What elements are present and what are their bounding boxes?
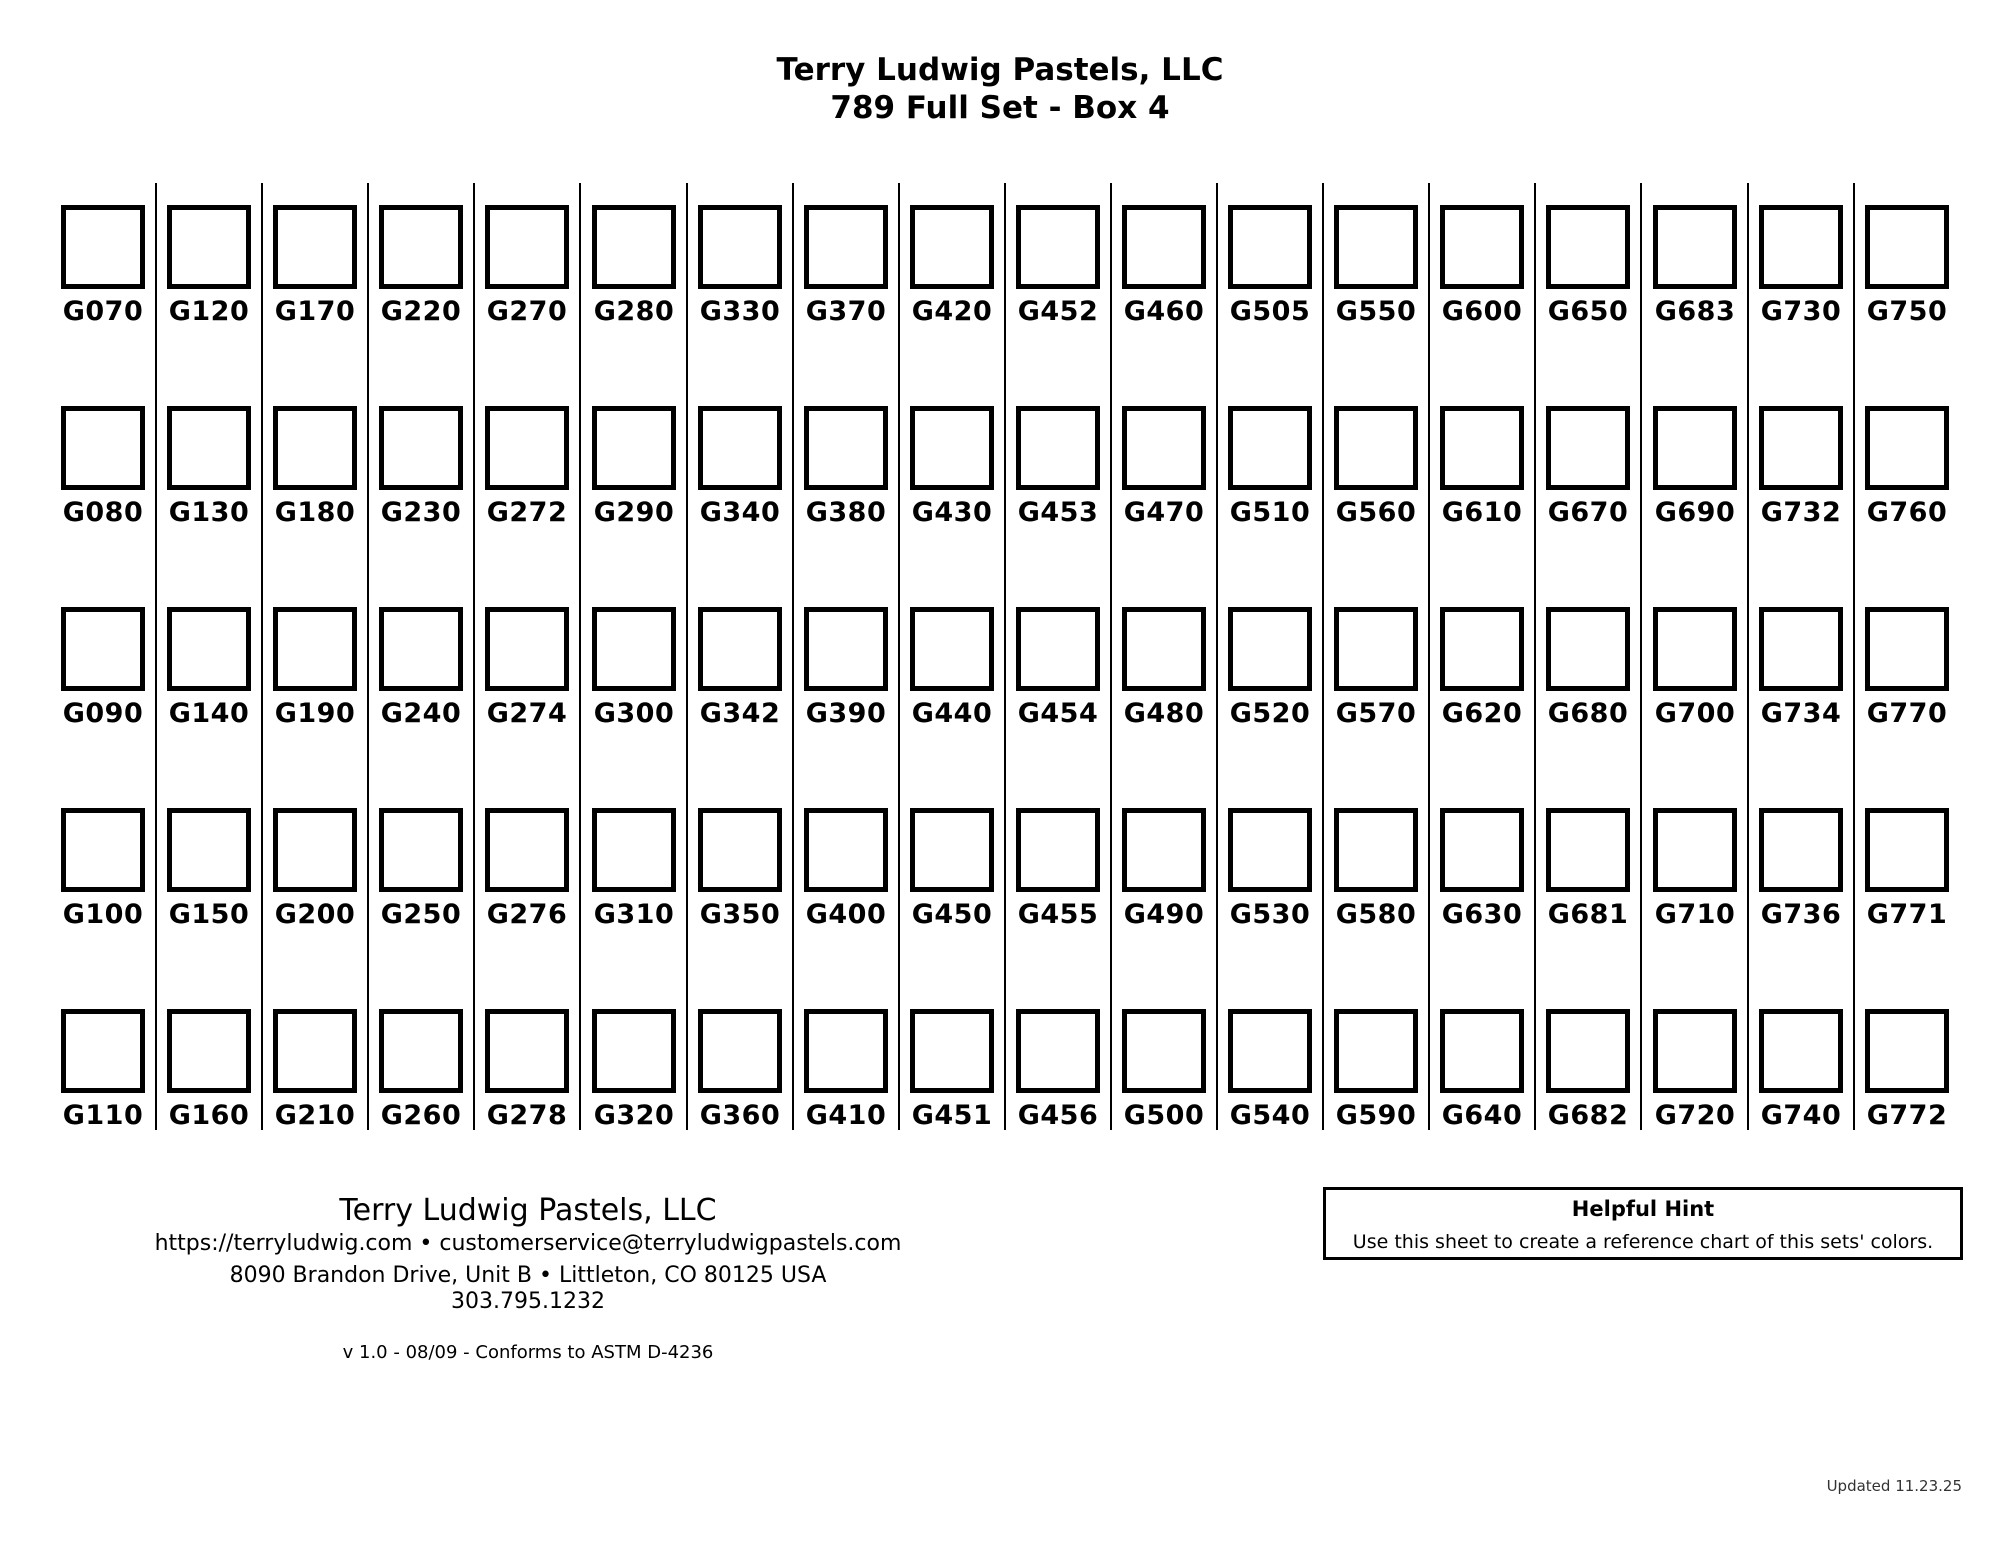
- color-swatch-box: [1228, 205, 1312, 289]
- color-code-label: G630: [1441, 899, 1523, 930]
- color-swatch-box: [1016, 607, 1100, 691]
- color-code-label: G700: [1654, 698, 1736, 729]
- color-swatch-box: [698, 205, 782, 289]
- color-swatch-box: [1334, 808, 1418, 892]
- color-code-label: G320: [593, 1100, 675, 1131]
- color-swatch-box: [485, 808, 569, 892]
- color-code-label: G400: [805, 899, 887, 930]
- color-swatch-box: [1016, 205, 1100, 289]
- color-code-label: G500: [1123, 1100, 1205, 1131]
- color-code-label: G170: [274, 296, 356, 327]
- color-swatch-box: [1865, 1009, 1949, 1093]
- color-code-label: G470: [1123, 497, 1205, 528]
- color-swatch-box: [379, 808, 463, 892]
- color-code-label: G456: [1017, 1100, 1099, 1131]
- color-code-label: G570: [1335, 698, 1417, 729]
- color-swatch-box: [167, 607, 251, 691]
- color-swatch-box: [273, 607, 357, 691]
- color-swatch-box: [167, 205, 251, 289]
- color-code-label: G453: [1017, 497, 1099, 528]
- color-code-label: G272: [486, 497, 568, 528]
- color-code-label: G760: [1866, 497, 1948, 528]
- color-swatch-box: [1653, 1009, 1737, 1093]
- color-swatch-box: [804, 406, 888, 490]
- color-swatch-box: [273, 406, 357, 490]
- color-code-label: G300: [593, 698, 675, 729]
- color-swatch-box: [698, 607, 782, 691]
- color-code-label: G380: [805, 497, 887, 528]
- color-code-label: G278: [486, 1100, 568, 1131]
- color-swatch-box: [910, 808, 994, 892]
- footer-version: v 1.0 - 08/09 - Conforms to ASTM D-4236: [342, 1342, 714, 1363]
- color-swatch-box: [698, 808, 782, 892]
- footer-phone: 303.795.1232: [451, 1289, 605, 1314]
- color-code-label: G420: [911, 296, 993, 327]
- color-code-label: G590: [1335, 1100, 1417, 1131]
- color-swatch-box: [592, 205, 676, 289]
- color-code-label: G683: [1654, 296, 1736, 327]
- color-code-label: G080: [62, 497, 144, 528]
- color-swatch-box: [1228, 808, 1312, 892]
- color-code-label: G650: [1547, 296, 1629, 327]
- color-swatch-box: [910, 205, 994, 289]
- color-code-label: G732: [1760, 497, 1842, 528]
- color-swatch-box: [1440, 607, 1524, 691]
- color-code-label: G276: [486, 899, 568, 930]
- color-code-label: G210: [274, 1100, 356, 1131]
- color-code-label: G480: [1123, 698, 1205, 729]
- color-swatch-box: [592, 406, 676, 490]
- color-code-label: G130: [168, 497, 250, 528]
- color-swatch-box: [698, 1009, 782, 1093]
- color-swatch-box: [379, 406, 463, 490]
- color-code-label: G090: [62, 698, 144, 729]
- color-code-label: G070: [62, 296, 144, 327]
- footer-contact: https://terryludwig.com • customerservice@terryludwigpastels.com: [154, 1231, 902, 1256]
- color-swatch-box: [1440, 808, 1524, 892]
- color-swatch-box: [1653, 808, 1737, 892]
- color-swatch-box: [1546, 1009, 1630, 1093]
- color-swatch-box: [1334, 406, 1418, 490]
- color-swatch-box: [1016, 1009, 1100, 1093]
- footer-address: 8090 Brandon Drive, Unit B • Littleton, CO 80125 USA: [229, 1263, 827, 1288]
- color-code-label: G452: [1017, 296, 1099, 327]
- color-swatch-box: [1334, 205, 1418, 289]
- color-swatch-box: [61, 1009, 145, 1093]
- color-code-label: G460: [1123, 296, 1205, 327]
- color-swatch-box: [910, 406, 994, 490]
- color-swatch-box: [804, 607, 888, 691]
- color-swatch-box: [485, 205, 569, 289]
- color-code-label: G550: [1335, 296, 1417, 327]
- color-swatch-box: [1122, 1009, 1206, 1093]
- color-code-label: G310: [593, 899, 675, 930]
- color-code-label: G670: [1547, 497, 1629, 528]
- color-code-label: G772: [1866, 1100, 1948, 1131]
- color-code-label: G230: [380, 497, 462, 528]
- color-swatch-box: [1865, 205, 1949, 289]
- color-code-label: G734: [1760, 698, 1842, 729]
- color-swatch-box: [61, 808, 145, 892]
- color-code-label: G450: [911, 899, 993, 930]
- color-swatch-box: [273, 1009, 357, 1093]
- color-code-label: G681: [1547, 899, 1629, 930]
- color-code-label: G520: [1229, 698, 1311, 729]
- color-code-label: G490: [1123, 899, 1205, 930]
- color-swatch-box: [1759, 406, 1843, 490]
- color-code-label: G150: [168, 899, 250, 930]
- color-code-label: G200: [274, 899, 356, 930]
- color-code-label: G360: [699, 1100, 781, 1131]
- color-swatch-box: [592, 1009, 676, 1093]
- hint-text: Use this sheet to create a reference chart of this sets' colors.: [1352, 1231, 1934, 1253]
- color-swatch-box: [485, 1009, 569, 1093]
- color-code-label: G160: [168, 1100, 250, 1131]
- color-code-label: G140: [168, 698, 250, 729]
- color-code-label: G290: [593, 497, 675, 528]
- color-code-label: G100: [62, 899, 144, 930]
- color-swatch-box: [1334, 607, 1418, 691]
- color-swatch-box: [485, 406, 569, 490]
- color-code-label: G720: [1654, 1100, 1736, 1131]
- color-code-label: G770: [1866, 698, 1948, 729]
- color-swatch-box: [698, 406, 782, 490]
- footer-company-name: Terry Ludwig Pastels, LLC: [339, 1193, 717, 1228]
- color-code-label: G600: [1441, 296, 1523, 327]
- color-code-label: G682: [1547, 1100, 1629, 1131]
- color-swatch-box: [1228, 607, 1312, 691]
- color-swatch-box: [1546, 808, 1630, 892]
- color-code-label: G620: [1441, 698, 1523, 729]
- color-swatch-box: [1759, 808, 1843, 892]
- color-swatch-box: [379, 205, 463, 289]
- color-swatch-box: [804, 808, 888, 892]
- color-swatch-box: [592, 607, 676, 691]
- color-swatch-box: [1440, 1009, 1524, 1093]
- color-swatch-box: [1759, 607, 1843, 691]
- color-code-label: G180: [274, 497, 356, 528]
- color-code-label: G560: [1335, 497, 1417, 528]
- color-code-label: G280: [593, 296, 675, 327]
- color-swatch-box: [1016, 406, 1100, 490]
- color-swatch-box: [1228, 1009, 1312, 1093]
- color-swatch-box: [1440, 406, 1524, 490]
- color-code-label: G680: [1547, 698, 1629, 729]
- color-code-label: G270: [486, 296, 568, 327]
- color-code-label: G505: [1229, 296, 1311, 327]
- color-swatch-box: [1759, 205, 1843, 289]
- color-swatch-box: [485, 607, 569, 691]
- color-swatch-box: [61, 205, 145, 289]
- color-code-label: G410: [805, 1100, 887, 1131]
- updated-date: Updated 11.23.25: [1826, 1477, 1962, 1495]
- color-swatch-box: [1759, 1009, 1843, 1093]
- color-swatch-box: [1546, 205, 1630, 289]
- color-code-label: G220: [380, 296, 462, 327]
- color-swatch-box: [1122, 406, 1206, 490]
- color-code-label: G370: [805, 296, 887, 327]
- color-swatch-box: [1653, 607, 1737, 691]
- color-code-label: G440: [911, 698, 993, 729]
- color-swatch-box: [379, 1009, 463, 1093]
- color-code-label: G120: [168, 296, 250, 327]
- color-code-label: G250: [380, 899, 462, 930]
- color-code-label: G510: [1229, 497, 1311, 528]
- color-swatch-box: [61, 406, 145, 490]
- color-code-label: G690: [1654, 497, 1736, 528]
- color-code-label: G330: [699, 296, 781, 327]
- color-swatch-box: [1122, 205, 1206, 289]
- color-code-label: G455: [1017, 899, 1099, 930]
- color-swatch-box: [1440, 205, 1524, 289]
- color-code-label: G350: [699, 899, 781, 930]
- color-swatch-box: [1653, 205, 1737, 289]
- color-swatch-box: [167, 808, 251, 892]
- color-code-label: G530: [1229, 899, 1311, 930]
- color-code-label: G190: [274, 698, 356, 729]
- color-swatch-box: [1865, 808, 1949, 892]
- color-swatch-box: [1546, 406, 1630, 490]
- color-code-label: G110: [62, 1100, 144, 1131]
- color-code-label: G580: [1335, 899, 1417, 930]
- color-swatch-box: [1122, 607, 1206, 691]
- color-swatch-box: [910, 1009, 994, 1093]
- color-swatch-box: [804, 205, 888, 289]
- color-swatch-box: [804, 1009, 888, 1093]
- color-code-label: G736: [1760, 899, 1842, 930]
- color-swatch-box: [1334, 1009, 1418, 1093]
- color-swatch-box: [1865, 607, 1949, 691]
- color-swatch-box: [1122, 808, 1206, 892]
- color-swatch-box: [1546, 607, 1630, 691]
- color-code-label: G342: [699, 698, 781, 729]
- color-swatch-box: [1228, 406, 1312, 490]
- color-swatch-box: [1865, 406, 1949, 490]
- color-swatch-box: [61, 607, 145, 691]
- color-code-label: G740: [1760, 1100, 1842, 1131]
- color-swatch-box: [167, 1009, 251, 1093]
- color-swatch-box: [1653, 406, 1737, 490]
- color-code-label: G640: [1441, 1100, 1523, 1131]
- color-code-label: G454: [1017, 698, 1099, 729]
- color-code-label: G540: [1229, 1100, 1311, 1131]
- page-title: Terry Ludwig Pastels, LLC: [776, 52, 1224, 88]
- color-code-label: G240: [380, 698, 462, 729]
- color-swatch-box: [273, 808, 357, 892]
- color-swatch-box: [1016, 808, 1100, 892]
- helpful-hint-box: [1323, 1187, 1963, 1260]
- color-code-label: G771: [1866, 899, 1948, 930]
- color-swatch-box: [379, 607, 463, 691]
- color-code-label: G610: [1441, 497, 1523, 528]
- color-code-label: G750: [1866, 296, 1948, 327]
- color-code-label: G730: [1760, 296, 1842, 327]
- color-swatch-box: [167, 406, 251, 490]
- color-code-label: G710: [1654, 899, 1736, 930]
- color-code-label: G274: [486, 698, 568, 729]
- color-swatch-box: [273, 205, 357, 289]
- hint-title: Helpful Hint: [1571, 1197, 1715, 1221]
- color-code-label: G430: [911, 497, 993, 528]
- color-code-label: G340: [699, 497, 781, 528]
- color-swatch-box: [910, 607, 994, 691]
- color-code-label: G451: [911, 1100, 993, 1131]
- page-subtitle: 789 Full Set - Box 4: [830, 90, 1170, 126]
- color-code-label: G390: [805, 698, 887, 729]
- color-code-label: G260: [380, 1100, 462, 1131]
- color-swatch-box: [592, 808, 676, 892]
